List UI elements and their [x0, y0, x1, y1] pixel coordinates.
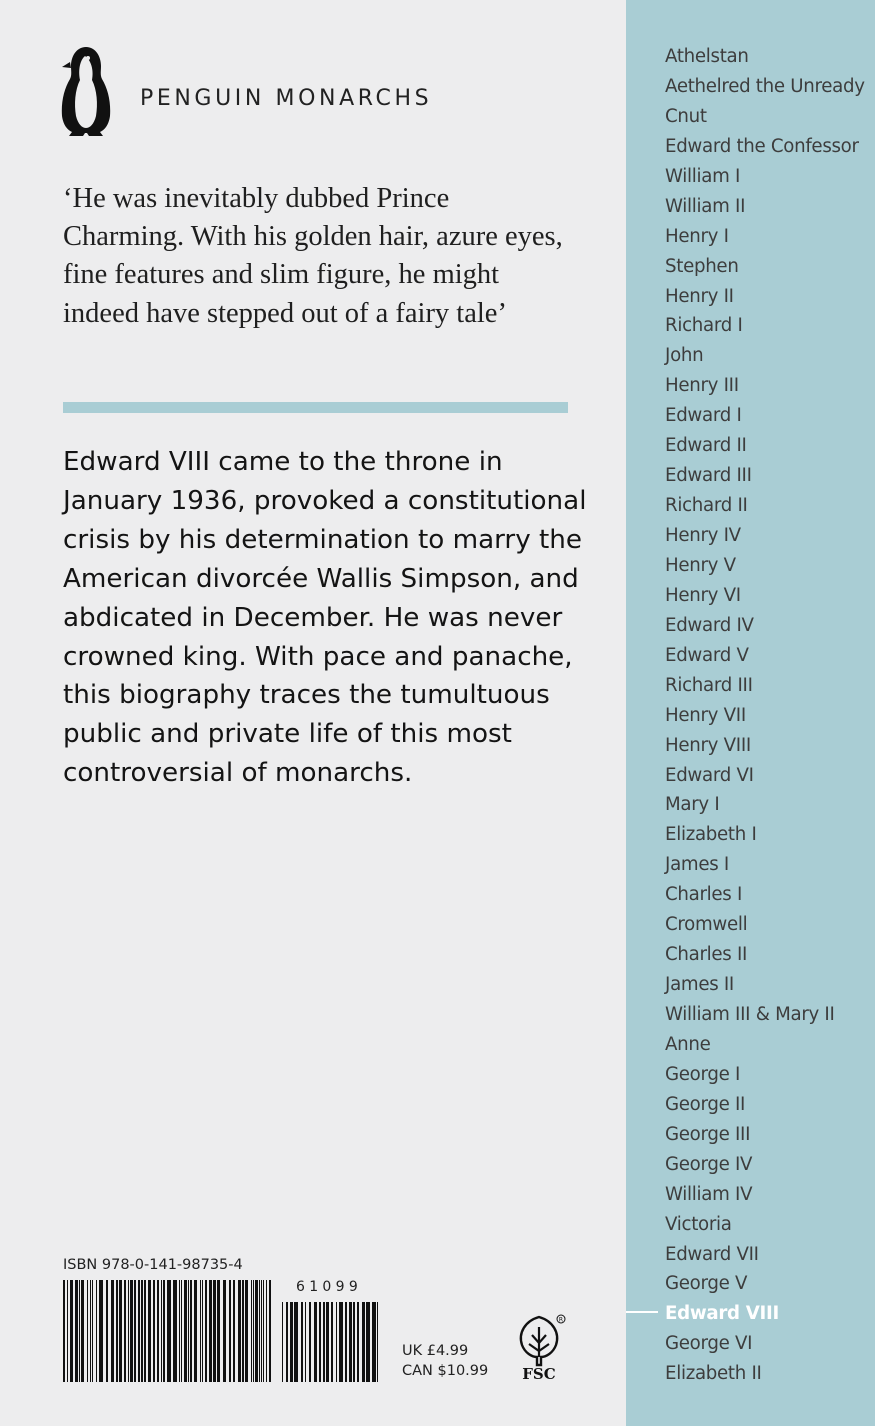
monarch-item: Henry V	[665, 554, 736, 576]
price-can: CAN $10.99	[402, 1363, 489, 1379]
price-uk: UK £4.99	[402, 1343, 469, 1359]
pull-quote: ‘He was inevitably dubbed Prince Charming. With his golden hair, azure eyes, fine features and slim figure, he might indeed have stepped out of a fairy tale’	[63, 183, 563, 329]
monarch-item: Henry VIII	[665, 734, 751, 756]
monarch-item: Henry II	[665, 285, 734, 307]
monarch-item: Henry VII	[665, 704, 746, 726]
monarch-item: Richard I	[665, 315, 743, 337]
monarch-item: Henry VI	[665, 584, 741, 606]
series-name: PENGUIN MONARCHS	[140, 86, 433, 111]
monarch-item: Edward VIII	[665, 1303, 779, 1325]
monarch-item: Richard III	[665, 674, 753, 696]
monarch-item: Victoria	[665, 1213, 732, 1235]
monarch-item: Charles I	[665, 884, 743, 906]
monarch-item: George IV	[665, 1153, 753, 1175]
monarch-item: William I	[665, 165, 741, 187]
monarch-item: George I	[665, 1063, 741, 1085]
monarch-item: Cnut	[665, 105, 707, 127]
monarch-item: Edward III	[665, 465, 752, 487]
monarch-item: Aethelred the Unready	[665, 75, 865, 97]
price-block	[402, 1341, 488, 1381]
monarch-item: Athelstan	[665, 46, 749, 67]
monarch-item: Edward V	[665, 644, 749, 666]
monarch-item: Edward VII	[665, 1243, 759, 1265]
monarch-item: George V	[665, 1273, 748, 1295]
isbn-barcode	[63, 1280, 273, 1382]
penguin-logo-icon	[58, 44, 114, 140]
monarch-item: Edward VI	[665, 764, 754, 786]
monarch-item: Edward II	[665, 435, 747, 457]
monarch-item: Cromwell	[665, 914, 748, 936]
monarch-item: William IV	[665, 1183, 753, 1205]
monarch-item: William II	[665, 195, 746, 217]
blurb-text	[63, 443, 593, 793]
monarch-item: George VI	[665, 1333, 753, 1355]
divider-bar	[63, 402, 568, 413]
isbn-label: ISBN 978-0-141-98735-4	[63, 1257, 243, 1273]
monarch-item: George II	[665, 1093, 746, 1115]
svg-text:R: R	[558, 1316, 564, 1324]
current-monarch-marker	[626, 1311, 658, 1313]
fsc-tree-logo-icon	[510, 1313, 568, 1383]
monarch-item: Henry IV	[665, 525, 741, 546]
monarch-item: Elizabeth II	[665, 1363, 762, 1385]
monarch-item: Henry III	[665, 375, 739, 397]
monarch-item: William III & Mary II	[665, 1004, 835, 1025]
fsc-label: FSC	[522, 1365, 556, 1383]
blurb-paragraph: Edward VIII came to the throne in January 1936, provoked a constitutional crisis by his determination to marry the American divorcée Wallis Simpson, and abdicated in December. He was never crowned king. With pace and panache, this biography traces the tumultuous public and private life of this most controversial of monarchs.	[63, 447, 587, 789]
monarch-item: George III	[665, 1123, 751, 1145]
monarch-item: Edward the Confessor	[665, 135, 859, 157]
price-code: 61099	[296, 1279, 363, 1295]
monarch-item: Mary I	[665, 794, 720, 816]
monarch-item: James I	[665, 854, 729, 876]
monarch-item: Edward I	[665, 405, 742, 427]
monarch-item: Stephen	[665, 255, 739, 277]
monarch-item: Edward IV	[665, 614, 754, 636]
monarch-item: Anne	[665, 1033, 711, 1055]
monarch-item: Henry I	[665, 225, 729, 247]
price-barcode	[282, 1302, 380, 1382]
monarch-item: Elizabeth I	[665, 824, 757, 846]
monarch-item: Charles II	[665, 944, 748, 966]
monarch-list	[665, 42, 865, 1389]
monarch-item: Richard II	[665, 495, 748, 517]
monarch-item: James II	[665, 974, 735, 996]
monarch-item: John	[665, 345, 704, 367]
